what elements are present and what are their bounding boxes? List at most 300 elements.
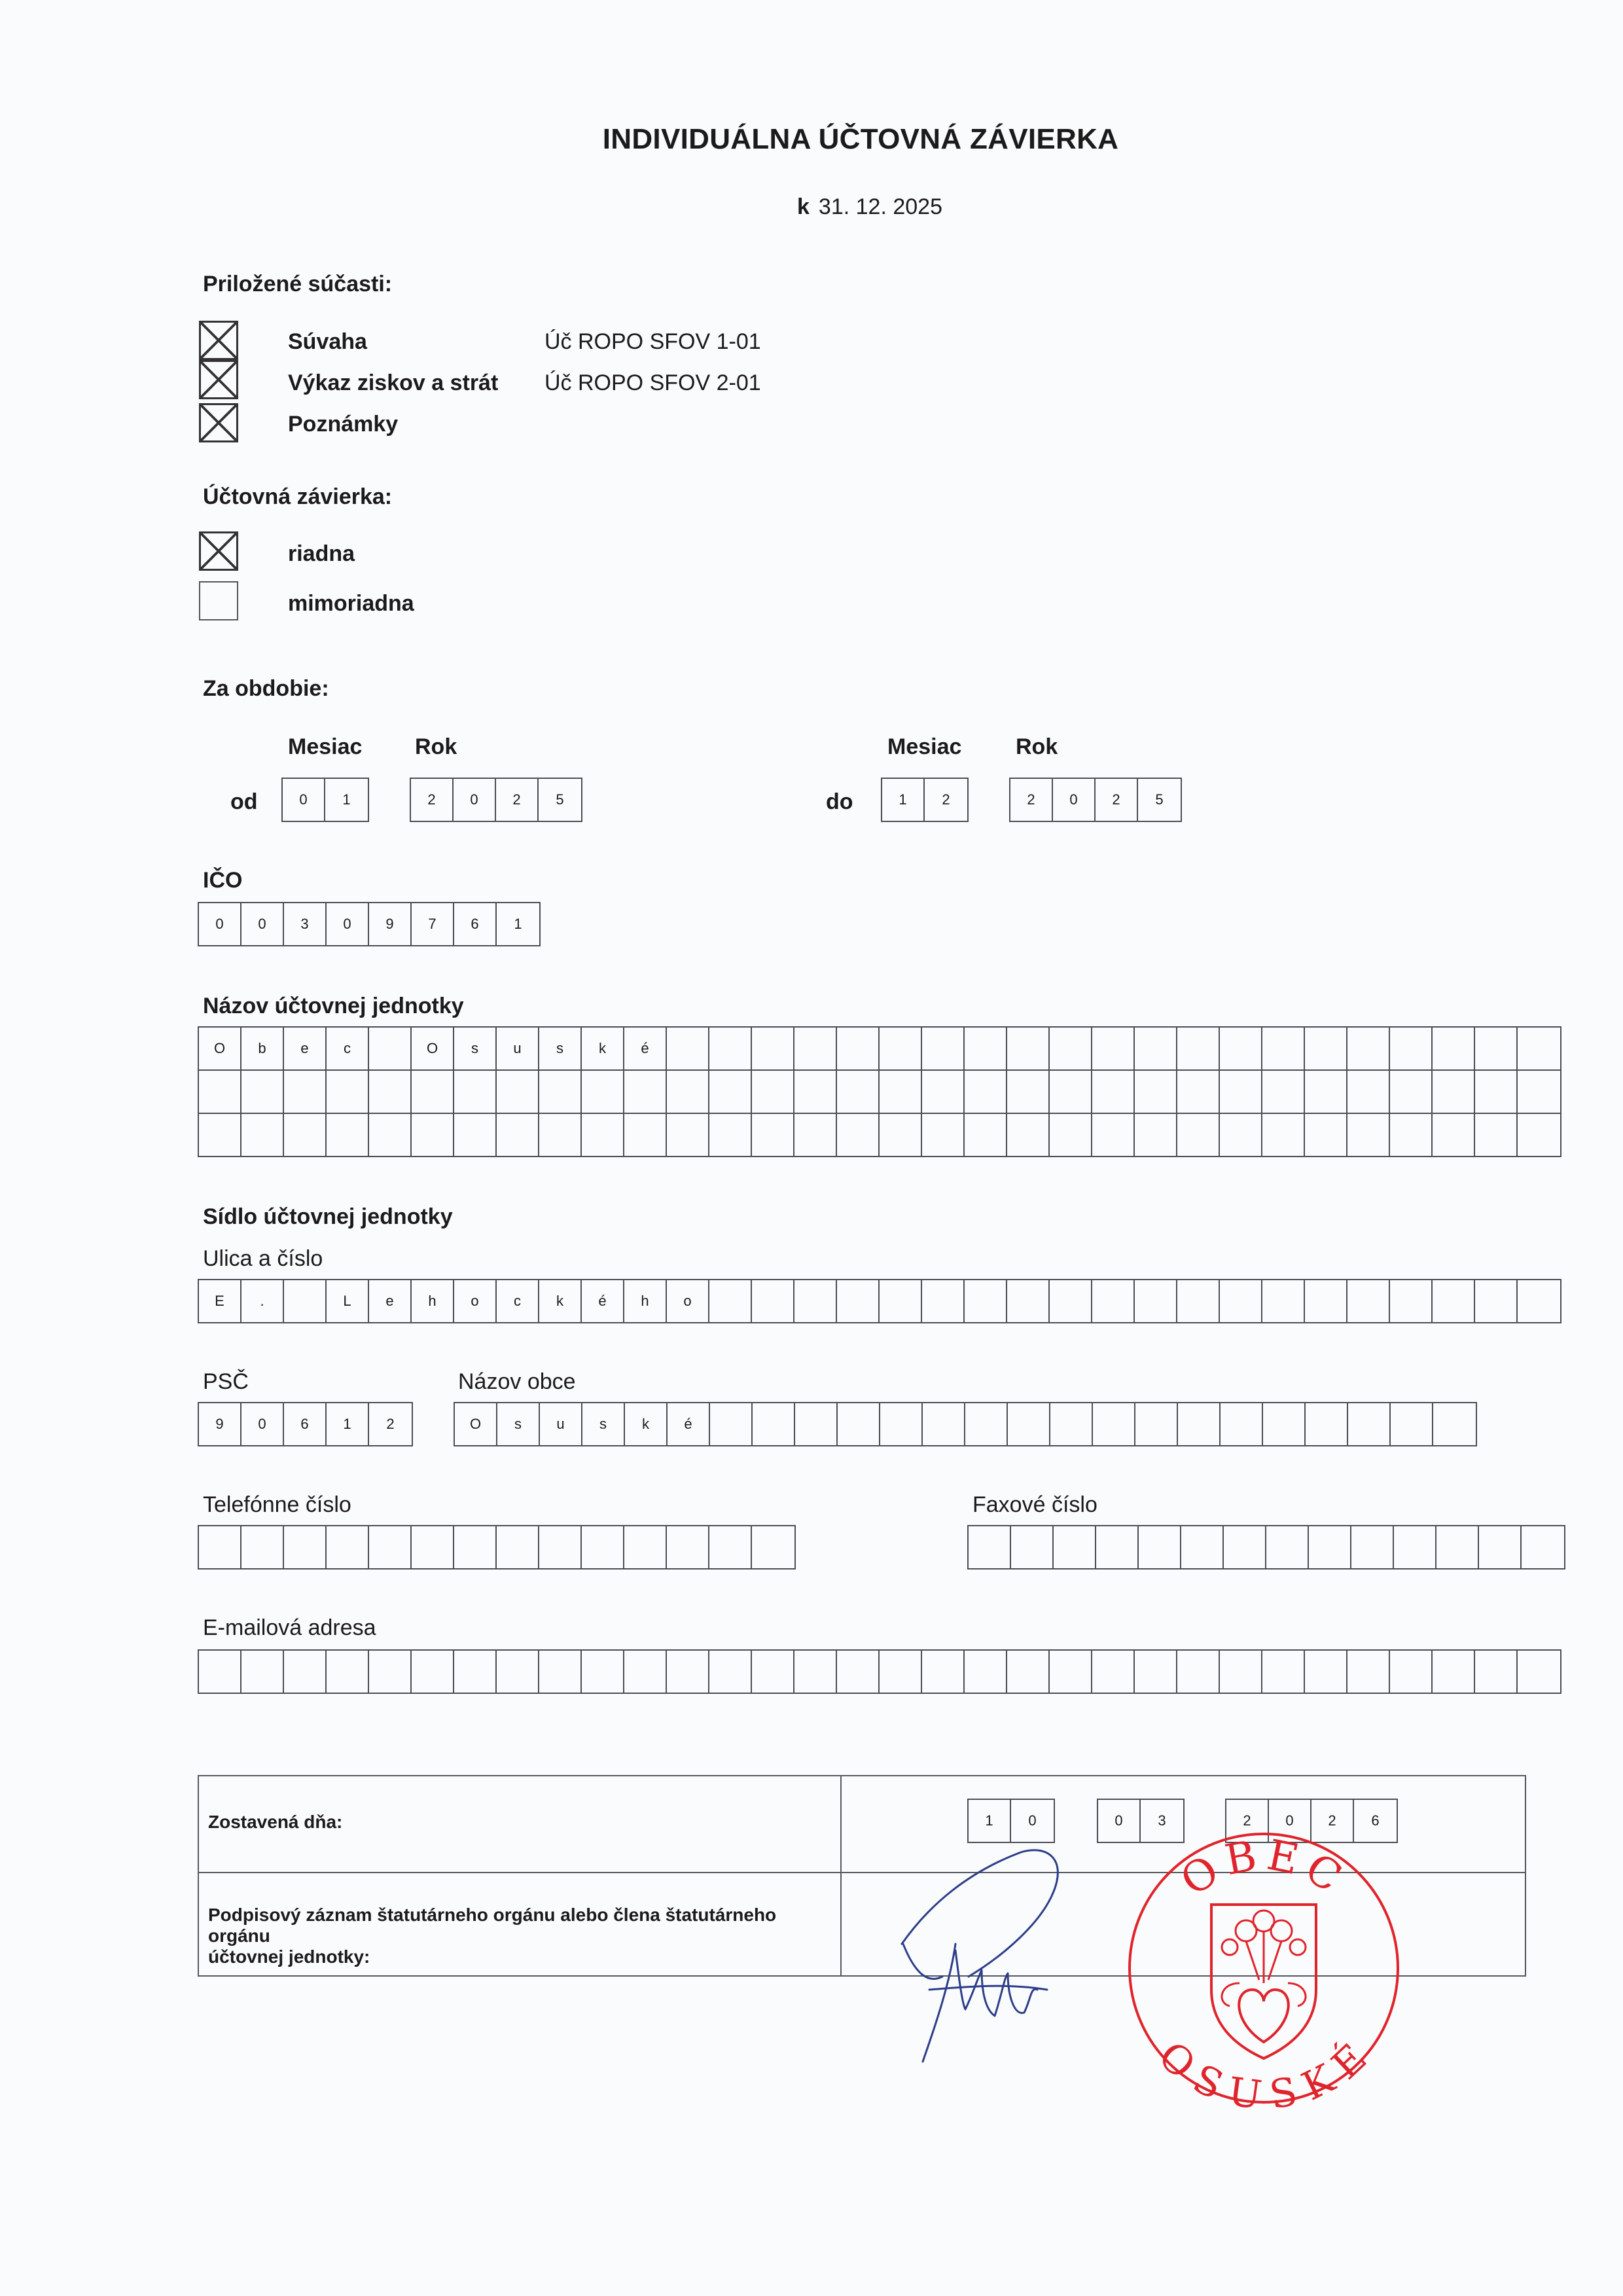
char-cell xyxy=(880,1028,922,1069)
char-cell xyxy=(539,1651,582,1693)
char-cell xyxy=(1177,1028,1220,1069)
fax-field[interactable] xyxy=(967,1525,1565,1570)
from-year-field[interactable] xyxy=(410,778,582,822)
char-cell xyxy=(922,1071,965,1113)
char-cell xyxy=(1177,1114,1220,1156)
char-cell xyxy=(837,1114,880,1156)
char-cell xyxy=(1347,1280,1390,1322)
char-cell: é xyxy=(668,1403,710,1445)
from-label: od xyxy=(230,789,258,814)
digit-cell: 7 xyxy=(412,903,454,945)
char-cell: L xyxy=(327,1280,369,1322)
char-cell: é xyxy=(582,1280,624,1322)
town-label: Názov obce xyxy=(458,1369,576,1394)
char-cell xyxy=(1181,1526,1224,1568)
digit-cell: 0 xyxy=(1269,1800,1311,1842)
char-cell xyxy=(1309,1526,1351,1568)
phone-field[interactable] xyxy=(198,1525,796,1570)
char-cell xyxy=(667,1114,709,1156)
period-heading: Za obdobie: xyxy=(203,676,329,701)
char-cell xyxy=(837,1071,880,1113)
char-cell xyxy=(582,1651,624,1693)
char-cell: s xyxy=(454,1028,497,1069)
stamp-top-text: OBEC xyxy=(1172,1831,1355,1906)
char-cell xyxy=(199,1114,241,1156)
char-cell: O xyxy=(412,1028,454,1069)
attachments-heading: Priložené súčasti: xyxy=(203,272,393,296)
digit-cell: 2 xyxy=(496,779,539,821)
char-cell xyxy=(880,1071,922,1113)
char-cell xyxy=(497,1651,539,1693)
char-cell xyxy=(837,1651,880,1693)
char-cell: e xyxy=(369,1280,412,1322)
char-cell xyxy=(1390,1028,1433,1069)
char-cell: O xyxy=(199,1028,241,1069)
digit-cell: 3 xyxy=(284,903,327,945)
signature-label-line2: účtovnej jednotky: xyxy=(208,1946,370,1967)
char-cell xyxy=(1390,1114,1433,1156)
char-cell xyxy=(1262,1114,1305,1156)
char-cell xyxy=(667,1071,709,1113)
attachment-code-suvaha: Úč ROPO SFOV 1-01 xyxy=(544,329,761,354)
char-cell xyxy=(497,1526,539,1568)
char-cell: E xyxy=(199,1280,241,1322)
char-cell xyxy=(794,1114,837,1156)
char-cell xyxy=(1139,1526,1181,1568)
checkbox-suvaha[interactable] xyxy=(199,321,238,360)
char-cell: h xyxy=(412,1280,454,1322)
char-cell xyxy=(1007,1280,1050,1322)
char-cell xyxy=(1177,1651,1220,1693)
char-cell xyxy=(1518,1114,1560,1156)
date-value: 31. 12. 2025 xyxy=(818,194,942,219)
char-cell xyxy=(1007,1114,1050,1156)
char-cell: 6 xyxy=(284,1403,327,1445)
digit-cell: 2 xyxy=(942,791,950,808)
char-cell xyxy=(1433,1028,1475,1069)
char-cell xyxy=(369,1651,412,1693)
char-cell xyxy=(1050,1651,1092,1693)
char-cell xyxy=(284,1071,327,1113)
to-label: do xyxy=(826,789,853,814)
char-cell xyxy=(284,1526,327,1568)
char-cell xyxy=(794,1028,837,1069)
char-cell xyxy=(412,1071,454,1113)
char-cell xyxy=(1092,1028,1135,1069)
checkbox-mimoriadna[interactable] xyxy=(199,581,238,620)
char-cell xyxy=(709,1651,752,1693)
psc-label: PSČ xyxy=(203,1369,249,1394)
char-cell xyxy=(327,1071,369,1113)
statement-type-heading: Účtovná závierka: xyxy=(203,484,393,509)
option-label-riadna: riadna xyxy=(288,541,355,566)
char-cell xyxy=(1390,1651,1433,1693)
char-cell xyxy=(1433,1071,1475,1113)
char-cell xyxy=(838,1403,880,1445)
char-cell xyxy=(1050,1028,1092,1069)
char-cell xyxy=(1262,1651,1305,1693)
char-cell: h xyxy=(624,1280,667,1322)
char-cell xyxy=(1348,1403,1391,1445)
char-cell: c xyxy=(497,1280,539,1322)
digit-cell: 0 xyxy=(199,903,241,945)
digit-cell: 1 xyxy=(514,916,522,932)
official-stamp xyxy=(1122,1826,1406,2110)
char-cell xyxy=(1220,1651,1262,1693)
char-cell xyxy=(1522,1526,1564,1568)
attachment-label-suvaha: Súvaha xyxy=(288,329,367,354)
to-month-field[interactable] xyxy=(881,778,969,822)
char-cell: o xyxy=(667,1280,709,1322)
char-cell xyxy=(1475,1651,1518,1693)
psc-field[interactable] xyxy=(198,1402,413,1446)
char-cell xyxy=(1518,1651,1560,1693)
char-cell xyxy=(922,1280,965,1322)
entity-name-row xyxy=(199,1071,1560,1114)
char-cell xyxy=(1433,1114,1475,1156)
digit-cell: 1 xyxy=(342,791,351,808)
char-cell xyxy=(624,1651,667,1693)
digit-cell: 9 xyxy=(369,903,412,945)
to-month-label: Mesiac xyxy=(887,734,962,759)
digit-cell: 1 xyxy=(969,1800,1011,1842)
char-cell xyxy=(709,1526,752,1568)
char-cell xyxy=(241,1651,284,1693)
char-cell xyxy=(1220,1114,1262,1156)
char-cell xyxy=(922,1028,965,1069)
char-cell xyxy=(667,1028,709,1069)
char-cell xyxy=(965,1028,1007,1069)
char-cell xyxy=(1050,1403,1093,1445)
char-cell xyxy=(1135,1028,1177,1069)
char-cell xyxy=(1475,1114,1518,1156)
char-cell xyxy=(1135,1403,1178,1445)
attachment-label-poznamky: Poznámky xyxy=(288,412,399,437)
from-month-label: Mesiac xyxy=(288,734,363,759)
char-cell xyxy=(1266,1526,1309,1568)
char-cell xyxy=(1351,1526,1394,1568)
digit-cell: 5 xyxy=(1155,791,1164,808)
char-cell: k xyxy=(539,1280,582,1322)
char-cell xyxy=(752,1651,794,1693)
table-divider xyxy=(840,1776,842,1975)
digit-cell: 0 xyxy=(1098,1800,1141,1842)
digit-cell: 0 xyxy=(241,903,284,945)
char-cell xyxy=(1092,1280,1135,1322)
to-year-label: Rok xyxy=(1016,734,1058,759)
email-field[interactable] xyxy=(198,1649,1561,1694)
char-cell xyxy=(1092,1651,1135,1693)
char-cell xyxy=(1391,1403,1433,1445)
char-cell xyxy=(412,1114,454,1156)
from-year-label: Rok xyxy=(415,734,457,759)
char-cell xyxy=(1054,1526,1096,1568)
ico-label: IČO xyxy=(203,868,243,893)
char-cell: s xyxy=(582,1403,625,1445)
compiled-day-field[interactable] xyxy=(967,1799,1055,1843)
char-cell xyxy=(923,1403,965,1445)
digit-cell: 0 xyxy=(1028,1812,1037,1829)
char-cell xyxy=(1007,1028,1050,1069)
char-cell xyxy=(709,1071,752,1113)
digit-cell: 6 xyxy=(454,903,497,945)
char-cell xyxy=(709,1114,752,1156)
char-cell xyxy=(1178,1403,1221,1445)
char-cell xyxy=(241,1114,284,1156)
char-cell xyxy=(667,1651,709,1693)
fax-label: Faxové číslo xyxy=(972,1492,1097,1517)
char-cell xyxy=(199,1071,241,1113)
char-cell xyxy=(1306,1403,1348,1445)
entity-name-field[interactable] xyxy=(198,1026,1561,1157)
char-cell xyxy=(241,1071,284,1113)
char-cell xyxy=(710,1403,753,1445)
char-cell xyxy=(284,1651,327,1693)
char-cell xyxy=(582,1071,624,1113)
char-cell xyxy=(1390,1280,1433,1322)
char-cell xyxy=(1262,1028,1305,1069)
char-cell xyxy=(752,1028,794,1069)
char-cell xyxy=(369,1071,412,1113)
char-cell xyxy=(1305,1280,1347,1322)
char-cell xyxy=(369,1114,412,1156)
char-cell xyxy=(1177,1071,1220,1113)
char-cell: 0 xyxy=(241,1403,284,1445)
char-cell xyxy=(969,1526,1011,1568)
char-cell xyxy=(582,1114,624,1156)
char-cell xyxy=(1390,1071,1433,1113)
char-cell xyxy=(1518,1071,1560,1113)
char-cell xyxy=(752,1280,794,1322)
char-cell xyxy=(1518,1028,1560,1069)
char-cell: k xyxy=(582,1028,624,1069)
digit-cell: 5 xyxy=(556,791,564,808)
char-cell xyxy=(1221,1403,1263,1445)
char-cell xyxy=(880,1403,923,1445)
checkbox-vykaz[interactable] xyxy=(199,360,238,399)
char-cell xyxy=(709,1028,752,1069)
digit-cell: 0 xyxy=(454,779,496,821)
char-cell xyxy=(284,1280,327,1322)
char-cell xyxy=(199,1651,241,1693)
char-cell: s xyxy=(539,1028,582,1069)
char-cell xyxy=(582,1526,624,1568)
char-cell xyxy=(1518,1280,1560,1322)
char-cell: u xyxy=(497,1028,539,1069)
char-cell xyxy=(1433,1403,1476,1445)
char-cell xyxy=(1475,1071,1518,1113)
char-cell xyxy=(539,1526,582,1568)
char-cell xyxy=(922,1114,965,1156)
char-cell xyxy=(794,1280,837,1322)
char-cell xyxy=(624,1071,667,1113)
document-title: INDIVIDUÁLNA ÚČTOVNÁ ZÁVIERKA xyxy=(602,123,1119,155)
char-cell xyxy=(412,1651,454,1693)
char-cell xyxy=(965,1114,1007,1156)
attachment-code-vykaz: Úč ROPO SFOV 2-01 xyxy=(544,370,761,395)
char-cell xyxy=(1305,1114,1347,1156)
char-cell xyxy=(1093,1403,1135,1445)
char-cell xyxy=(837,1280,880,1322)
char-cell xyxy=(539,1114,582,1156)
char-cell xyxy=(752,1071,794,1113)
char-cell xyxy=(1347,1651,1390,1693)
digit-cell: 0 xyxy=(283,779,325,821)
svg-text:OBEC xyxy=(1173,1831,1355,1906)
char-cell xyxy=(752,1114,794,1156)
char-cell: O xyxy=(455,1403,497,1445)
entity-name-row xyxy=(199,1114,1560,1156)
char-cell: . xyxy=(241,1280,284,1322)
char-cell xyxy=(454,1114,497,1156)
char-cell xyxy=(1433,1651,1475,1693)
char-cell xyxy=(1436,1526,1479,1568)
char-cell: c xyxy=(327,1028,369,1069)
char-cell xyxy=(1135,1651,1177,1693)
char-cell xyxy=(369,1526,412,1568)
char-cell xyxy=(624,1114,667,1156)
char-cell xyxy=(1305,1028,1347,1069)
digit-cell: 1 xyxy=(882,779,925,821)
street-field[interactable] xyxy=(198,1279,1561,1323)
checkbox-poznamky[interactable] xyxy=(199,403,238,442)
entity-name-label: Názov účtovnej jednotky xyxy=(203,994,464,1018)
char-cell xyxy=(1347,1114,1390,1156)
char-cell xyxy=(1220,1071,1262,1113)
town-field[interactable] xyxy=(454,1402,1477,1446)
char-cell xyxy=(1177,1280,1220,1322)
char-cell: s xyxy=(497,1403,540,1445)
char-cell xyxy=(837,1028,880,1069)
char-cell xyxy=(965,1403,1008,1445)
char-cell xyxy=(965,1651,1007,1693)
signature-label-line1: Podpisový záznam štatutárneho orgánu alebo člena štatutárneho orgánu xyxy=(208,1905,777,1946)
phone-label: Telefónne číslo xyxy=(203,1492,351,1517)
char-cell xyxy=(752,1526,794,1568)
char-cell xyxy=(1050,1280,1092,1322)
char-cell xyxy=(1475,1280,1518,1322)
char-cell xyxy=(199,1526,241,1568)
entity-name-row xyxy=(199,1028,1560,1071)
char-cell xyxy=(1135,1280,1177,1322)
char-cell xyxy=(412,1526,454,1568)
char-cell xyxy=(1347,1028,1390,1069)
handwritten-signature xyxy=(890,1846,1086,2081)
char-cell xyxy=(1092,1071,1135,1113)
char-cell xyxy=(539,1071,582,1113)
char-cell xyxy=(709,1280,752,1322)
char-cell xyxy=(1305,1071,1347,1113)
char-cell xyxy=(454,1526,497,1568)
char-cell xyxy=(1347,1071,1390,1113)
char-cell: u xyxy=(540,1403,582,1445)
char-cell xyxy=(794,1071,837,1113)
char-cell xyxy=(454,1651,497,1693)
char-cell xyxy=(1096,1526,1139,1568)
char-cell xyxy=(1135,1071,1177,1113)
char-cell xyxy=(1263,1403,1306,1445)
option-label-mimoriadna: mimoriadna xyxy=(288,591,414,616)
char-cell xyxy=(327,1526,369,1568)
char-cell xyxy=(1011,1526,1054,1568)
char-cell xyxy=(1479,1526,1522,1568)
char-cell xyxy=(880,1114,922,1156)
char-cell xyxy=(795,1403,838,1445)
char-cell xyxy=(1433,1280,1475,1322)
signature-label xyxy=(208,1905,836,1967)
char-cell xyxy=(667,1526,709,1568)
char-cell: e xyxy=(284,1028,327,1069)
char-cell xyxy=(880,1280,922,1322)
char-cell xyxy=(284,1114,327,1156)
seat-heading: Sídlo účtovnej jednotky xyxy=(203,1204,453,1229)
attachment-label-vykaz: Výkaz ziskov a strát xyxy=(288,370,499,395)
stamp-bottom-text: OSUSKÉ xyxy=(1149,2032,1379,2110)
char-cell xyxy=(1475,1028,1518,1069)
char-cell xyxy=(1135,1114,1177,1156)
char-cell xyxy=(1092,1114,1135,1156)
char-cell xyxy=(1050,1071,1092,1113)
char-cell xyxy=(497,1071,539,1113)
digit-cell: 2 xyxy=(1096,779,1138,821)
char-cell xyxy=(624,1526,667,1568)
to-year-field[interactable] xyxy=(1009,778,1182,822)
char-cell xyxy=(369,1028,412,1069)
char-cell xyxy=(454,1071,497,1113)
char-cell xyxy=(1220,1028,1262,1069)
report-date xyxy=(797,194,942,220)
digit-cell: 0 xyxy=(327,903,369,945)
date-prefix: k xyxy=(797,194,810,219)
char-cell xyxy=(1305,1651,1347,1693)
street-label: Ulica a číslo xyxy=(203,1246,323,1271)
char-cell xyxy=(1008,1403,1050,1445)
char-cell xyxy=(327,1114,369,1156)
from-month-field[interactable] xyxy=(281,778,369,822)
digit-cell: 2 xyxy=(1010,779,1053,821)
char-cell xyxy=(965,1280,1007,1322)
compiled-label: Zostavená dňa: xyxy=(208,1812,343,1832)
char-cell xyxy=(497,1114,539,1156)
email-label: E-mailová adresa xyxy=(203,1615,376,1640)
char-cell xyxy=(1007,1071,1050,1113)
char-cell: 9 xyxy=(199,1403,241,1445)
char-cell: 1 xyxy=(327,1403,369,1445)
char-cell xyxy=(1050,1114,1092,1156)
digit-cell: 2 xyxy=(1311,1800,1354,1842)
digit-cell: 6 xyxy=(1371,1812,1380,1829)
char-cell xyxy=(1262,1280,1305,1322)
digit-cell: 3 xyxy=(1158,1812,1166,1829)
char-cell xyxy=(1224,1526,1266,1568)
char-cell: 2 xyxy=(386,1416,395,1432)
char-cell xyxy=(1220,1280,1262,1322)
char-cell xyxy=(241,1526,284,1568)
char-cell: é xyxy=(624,1028,667,1069)
char-cell xyxy=(794,1651,837,1693)
char-cell xyxy=(922,1651,965,1693)
svg-text:OSUSKÉ xyxy=(1149,2032,1378,2110)
digit-cell: 0 xyxy=(1053,779,1096,821)
digit-cell: 2 xyxy=(411,779,454,821)
char-cell: b xyxy=(241,1028,284,1069)
ico-field[interactable] xyxy=(198,902,541,946)
char-cell xyxy=(1262,1071,1305,1113)
char-cell xyxy=(753,1403,795,1445)
char-cell xyxy=(1007,1651,1050,1693)
checkbox-riadna[interactable] xyxy=(199,531,238,571)
digit-cell: 2 xyxy=(1226,1800,1269,1842)
